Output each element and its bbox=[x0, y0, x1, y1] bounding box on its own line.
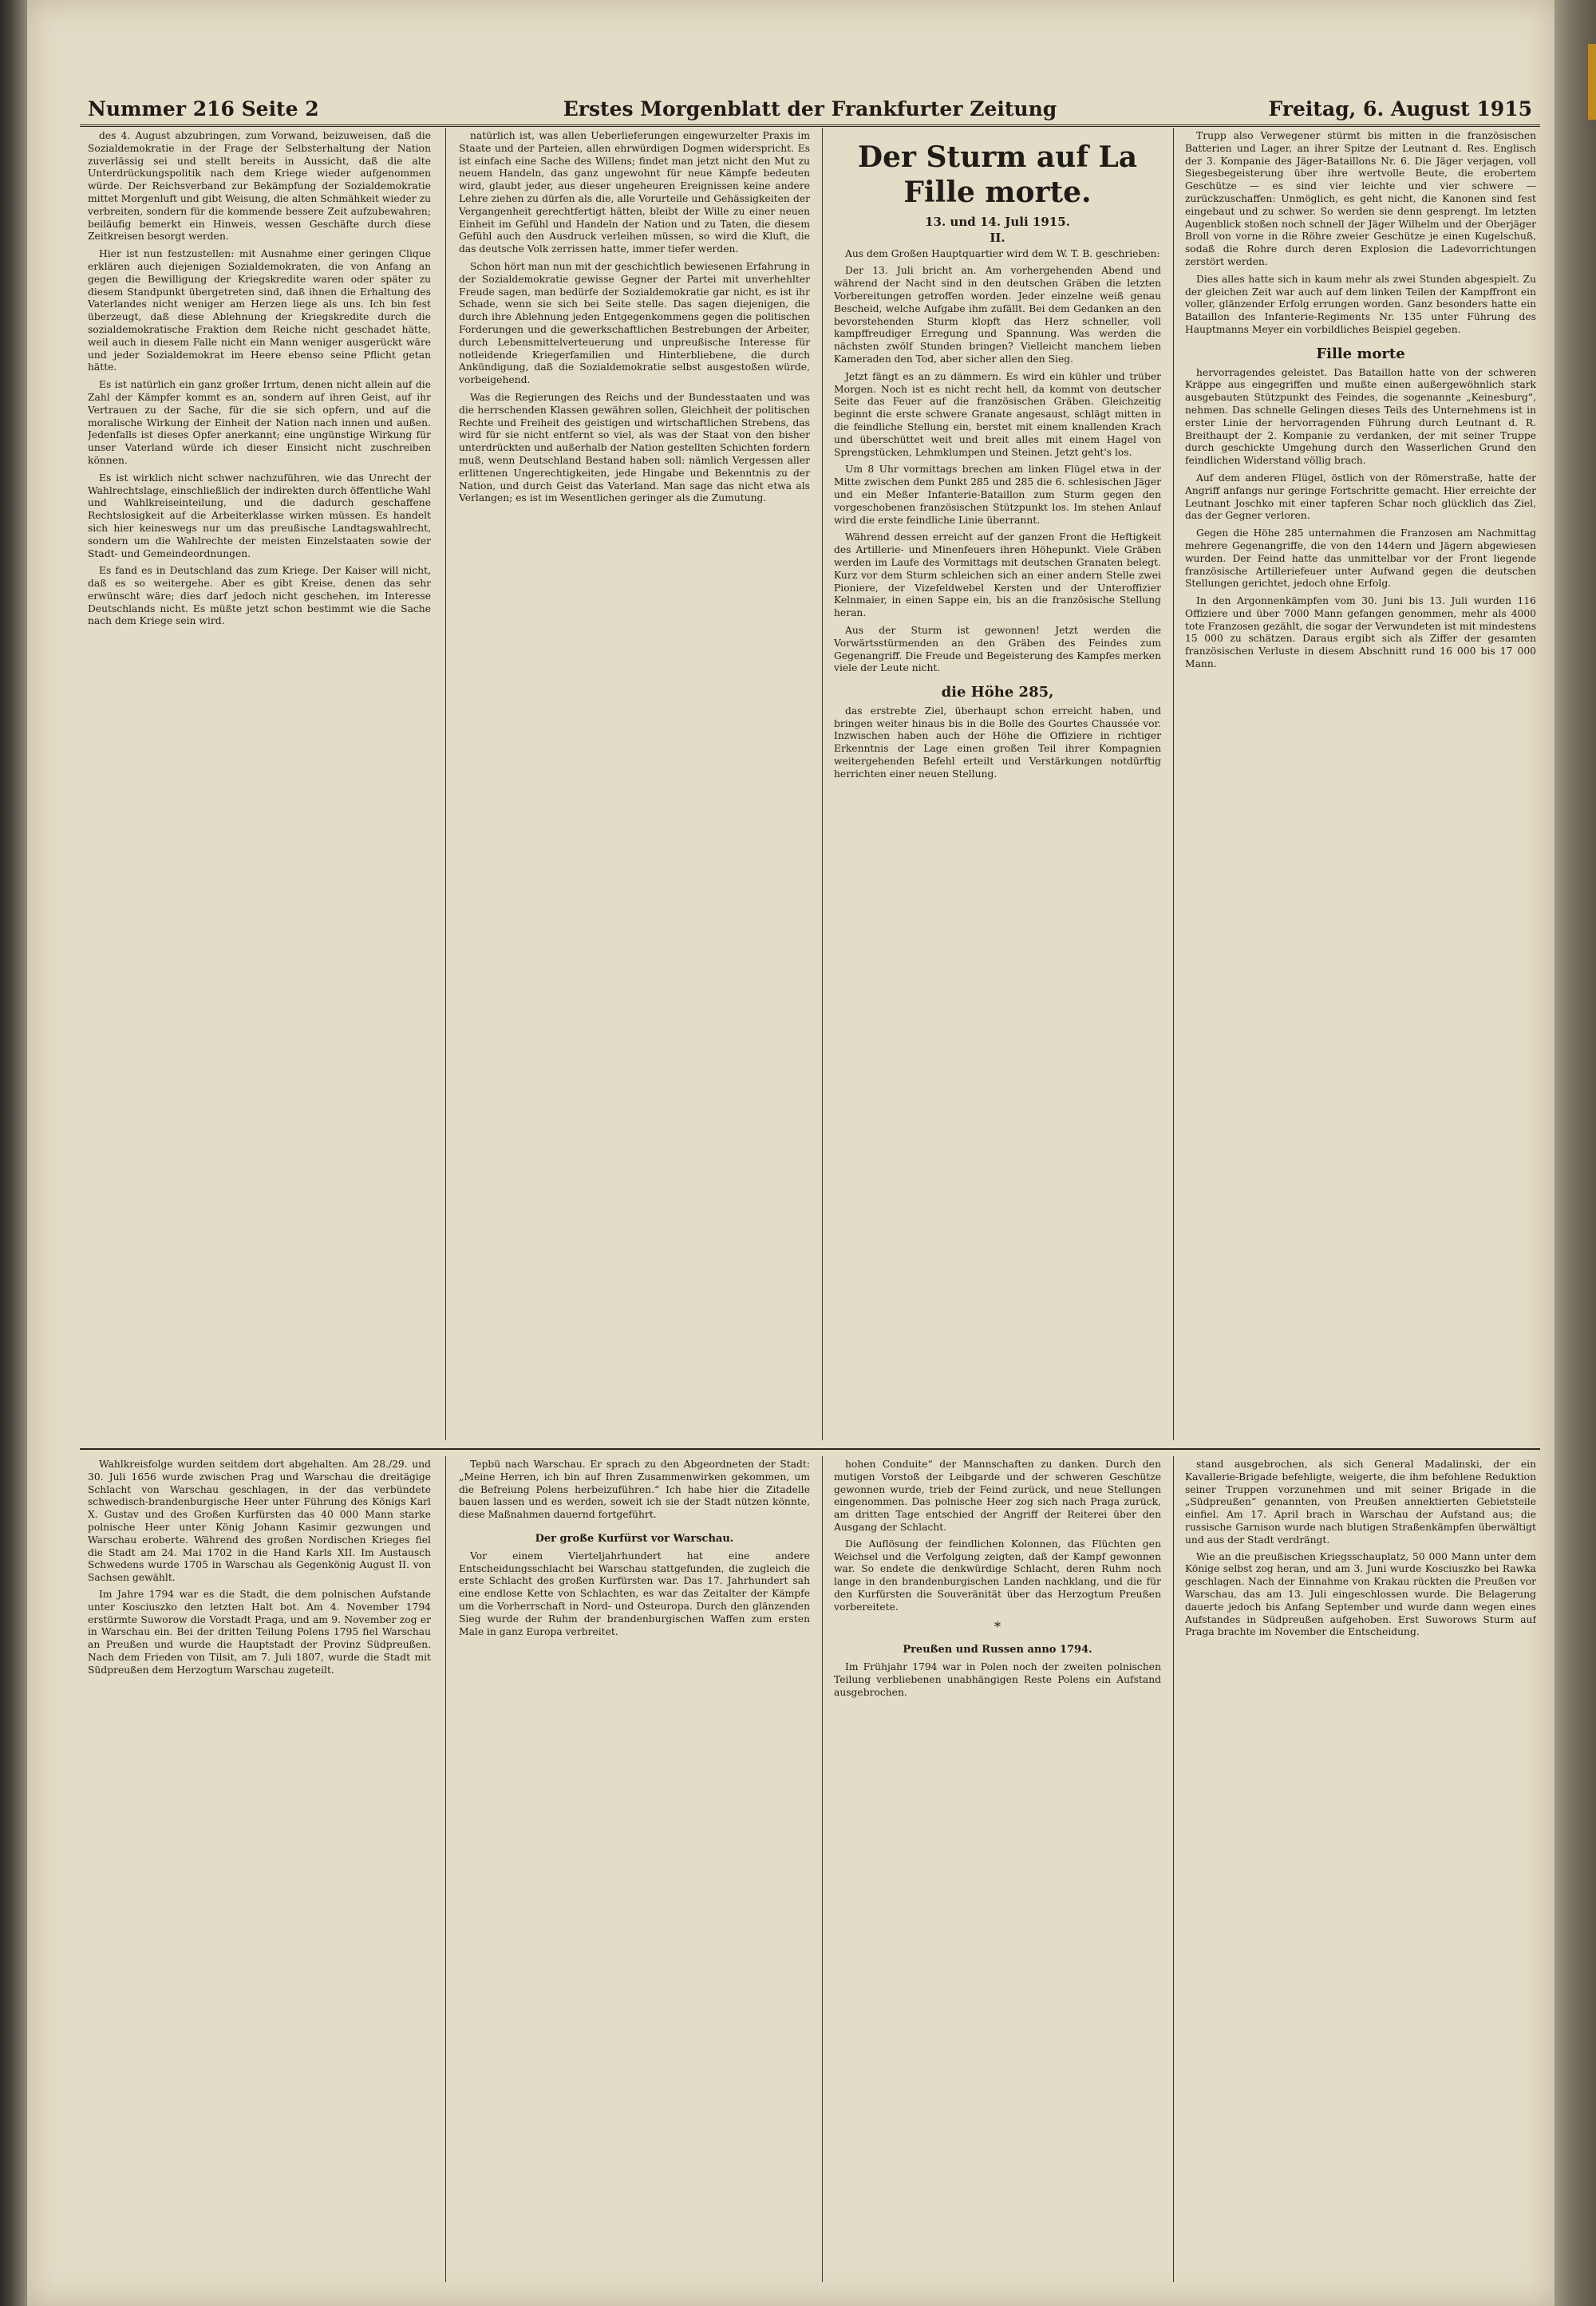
separator-star: * bbox=[994, 1618, 1001, 1634]
article-intro: Aus dem Großen Hauptquartier wird dem W. T. B. geschrieben: bbox=[845, 247, 1160, 259]
lower-column-3 bbox=[834, 1459, 1161, 2280]
paragraph: Im Jahre 1794 war es die Stadt, die dem polnischen Aufstande unter Kosciuszko den letzten Halt bot. Am 4. November 1794 erstürmte Suworow die Vorstadt Praga, und am 9. November zog er in Warschau ein. Bei der dritten Teilung Polens 1795 fiel Warschau an Preußen und wurde die Hauptstadt der Provinz Südpreußen. Nach dem Frieden von Tilsit, am 7. Juli 1807, wurde die Stadt mit Südpreußen dem Herzogtum Warschau zugeteilt. bbox=[88, 1588, 431, 1676]
paragraph: hervorragendes geleistet. Das Bataillon hatte von der schweren Kräppe aus eingegriffen und mußte einen außergewöhnlich stark ausgebauten Stützpunkt des Feindes, die sogenannte „Keinesburg“, nehmen. Das schnelle Gelingen dieses Teils des Unternehmens ist in erster Linie der hervorragenden Führung durch Leutnant d. R. Breithaupt der 2. Kompanie zu verdanken, der mit seiner Truppe durch geschickte Umgehung durch den Wasserlichen Grund den feindlichen Widerstand völlig brach. bbox=[1185, 366, 1536, 467]
article-title: Der Sturm auf La Fille morte. bbox=[857, 140, 1138, 209]
paragraph: Es ist natürlich ein ganz großer Irrtum, denen nicht allein auf die Zahl der Kämpfer kommt es an, sondern auf ihren Geist, auf ihr Vertrauen zu der Sache, für die sie sich opfern, und auf die moralische Wirkung der Einheit der Nation nach innen und außen. Jedenfalls ist dieses Opfer anerkannt; eine ungünstige Wirkung für unser Vaterland würde ich dieser Einsicht nicht zuschreiben können. bbox=[88, 379, 431, 466]
paragraph: hohen Conduite“ der Mannschaften zu danken. Durch den mutigen Vorstoß der Leibgarde und der schweren Geschütze gewonnen wurde, trieb der Feind zurück, und neue Stellungen eingenommen. Das polnische Heer zog sich nach Praga zurück, am dritten Tage entschied der Angriff der Reiterei über den Ausgang der Schlacht. bbox=[834, 1459, 1161, 1533]
paragraph: Um 8 Uhr vormittags brechen am linken Flügel etwa in der Mitte zwischen dem Punkt 285 und 285 die 6. schlesischen Jäger und ein Meßer Infanterie-Bataillon zum Sturm gegen den vorgeschobenen französischen Stützpunkt los. Im stehen Anlauf wird die erste feindliche Linie überrannt. bbox=[834, 464, 1161, 526]
lower-column-2 bbox=[459, 1459, 810, 2280]
column-rule bbox=[445, 128, 446, 1440]
section-heading: Preußen und Russen anno 1794. bbox=[903, 1644, 1092, 1656]
paragraph: Gegen die Höhe 285 unternahmen die Franzosen am Nachmittag mehrere Gegenangriffe, die von den 144ern und Jägern abgewiesen wurden. Der Feind hatte das unmittelbar vor der Front liegende französische Artilleriefeuer unter Aufwand gegen die deutschen Stellungen gerichtet, jedoch ohne Erfolg. bbox=[1185, 527, 1536, 590]
paragraph: Tepbü nach Warschau. Er sprach zu den Abgeordneten der Stadt: „Meine Herren, ich bin auf Ihren Zusammenwirken gekommen, um die Befreiung Polens herbeizuführen.“ Ich habe hier die Zitadelle bauen lassen und es werden, soweit ich sie der Stadt nützen könnte, diese Maßnahmen dauernd fortgeführt. bbox=[459, 1459, 810, 1521]
paragraph: In den Argonnenkämpfen vom 30. Juni bis 13. Juli wurden 116 Offiziere und über 7000 Mann gefangen genommen, mehr als 4000 tote Franzosen gezählt, die sogar der Verwundeten ist mit mindestens 15 000 zu schätzen. Daraus ergibt sich als Ziffer der gesamten französischen Verluste in diesem Abschnitt rund 16 000 bis 17 000 Mann. bbox=[1185, 595, 1536, 670]
paragraph: Im Frühjahr 1794 war in Polen noch der zweiten polnischen Teilung verbliebenen unabhängigen Reste Polens ein Aufstand ausgebrochen. bbox=[834, 1661, 1161, 1698]
issue-number: Nummer 216 Seite 2 bbox=[88, 97, 319, 120]
masthead bbox=[80, 89, 1540, 127]
newspaper-title: Erstes Morgenblatt der Frankfurter Zeitung bbox=[563, 97, 1057, 120]
column-rule bbox=[1173, 128, 1174, 1440]
lower-column-1 bbox=[88, 1459, 431, 2280]
paragraph: Aus der Sturm ist gewonnen! Jetzt werden die Vorwärtsstürmenden an den Gräben des Feindes zum Gegenangriff. Die Freude und Begeisterung des Kampfes merken viele der Leute nicht. bbox=[834, 624, 1161, 674]
paragraph: Dies alles hatte sich in kaum mehr als zwei Stunden abgespielt. Zu der gleichen Zeit war auch auf dem linken Teilen der Kampffront ein voller, glänzender Erfolg errungen worden. Ganz besonders hatte ein Bataillon des Infanterie-Regiments Nr. 135 unter Führung des Hauptmanns Meyer ein vorbildliches Beispiel gegeben. bbox=[1185, 273, 1536, 335]
column-rule bbox=[445, 1456, 446, 2282]
paragraph: Wahlkreisfolge wurden seitdem dort abgehalten. Am 28./29. und 30. Juli 1656 wurde zwischen Prag und Warschau die dreitägige Schlacht von Warschau geschlagen, in der das verbündete schwedisch-brandenburgische Heer unter Führung des Königs Karl X. Gustav und des Großen Kurfürsten das 40 000 Mann starke polnische Heer unter König Johann Kasimir gezwungen und Warschau eroberte. Während des großen Nordischen Krieges fiel die Stadt am 24. Mai 1702 in die Hand Karls XII. Im Austausch Schwedens wurde 1705 in Warschau als Gegenkönig August II. von Sachsen gewählt. bbox=[88, 1459, 431, 1584]
paragraph: Auf dem anderen Flügel, östlich von der Römerstraße, hatte der Angriff anfangs nur geringe Fortschritte gemacht. Hier erreichte der Leutnant Joschko mit einer tapferen Schar noch glücklich das Ziel, das der Gegner verloren. bbox=[1185, 472, 1536, 522]
paragraph: stand ausgebrochen, als sich General Madalinski, der ein Kavallerie-Brigade befehligte, weigerte, die ihm befohlene Reduktion seiner Truppen vorzunehmen und mit seiner Brigade in die „Südpreußen“ genannten, von Preußen annektierten Gebietsteile einfiel. Am 17. April brach in Warschau der Aufstand aus; die russische Garnison wurde nach blutigen Straßenkämpfen überwältigt und aus der Stadt verdrängt. bbox=[1185, 1459, 1536, 1546]
column-4 bbox=[1185, 130, 1536, 1439]
section-heading: die Höhe 285, bbox=[941, 684, 1054, 701]
paragraph: Trupp also Verwegener stürmt bis mitten in die französischen Batterien und Lager, an ihrer Spitze der Leutnant d. Res. Englisch der 3. Kompanie des Jäger-Bataillons Nr. 6. Die Jäger verjagen, voll Siegesbegeisterung über ihre wertvolle Beute, die erobertem Geschütze — es sind vier leichte und vier schwere — zurückzuschaffen: Unmöglich, es geht nicht, die Kanonen sind fest eingebaut und zu schwer. So werden sie denn gesprengt. Im letzten Augenblick stoßen noch schnell der Jäger Wilhelm und der Oberjäger Broll von vorne in die Röhre zweier Geschütze je einen Kugelschuß, sodaß die Rohre durch deren Explosion die Ladevorrichtungen zerstört werden. bbox=[1185, 130, 1536, 267]
paragraph: Wie an die preußischen Kriegsschauplatz, 50 000 Mann unter dem Könige selbst zog heran, und am 3. Juni wurde Kosciuszko bei Rawka geschlagen. Nach der Einnahme von Krakau rückten die Preußen vor Warschau, das am 13. Juli eingeschlossen wurde. Die Belagerung dauerte jedoch bis Anfang September und wurde dann wegen eines Aufstandes in Südpreußen aufgehoben. Erst Suworows Sturm auf Praga brachte im November die Entscheidung. bbox=[1185, 1550, 1536, 1638]
paragraph: Hier ist nun festzustellen: mit Ausnahme einer geringen Clique erklären auch diejenigen Sozialdemokraten, die von Anfang an gegen die Bewilligung der Kriegskredite waren oder später zu diesem Standpunkt übergetreten sind, daß ihnen die Erhaltung des Vaterlandes nicht weniger am Herzen liege als uns. Ich bin fest überzeugt, daß diese Ablehnung der Kriegskredite durch die sozialdemokratische Fraktion dem Reiche nicht geschadet hätte, weil auch in diesem Falle nicht ein Mann weniger ausgerückt wäre und jeder Sozialdemokrat im Heere ebenso seine Pflicht getan hätte. bbox=[88, 248, 431, 373]
book-binding bbox=[0, 0, 27, 2306]
paragraph: Vor einem Vierteljahrhundert hat eine andere Entscheidungsschlacht bei Warschau stattgefunden, die zugleich die erste Schlacht des großen Kurfürsten war. Das 17. Jahrhundert sah eine endlose Kette von Schlachten, es war das Zeitalter der Kämpfe um die Vorherrschaft in Nord- und Osteuropa. Durch den glänzenden Sieg wurde der Ruhm der brandenburgischen Waffen zum ersten Male in ganz Europa verbreitet. bbox=[459, 1550, 810, 1637]
paragraph: Was die Regierungen des Reichs und der Bundesstaaten und was die herrschenden Klassen gewähren sollen, Gleichheit der politischen Rechte und Freiheit des geistigen und wirtschaftlichen Strebens, das wird für sie nicht entfernt so viel, als was der Staat von den bisher unterdrückten und außerhalb der Nation gestellten Schichten fordern muß, wenn Deutschland Bestand haben soll: nämlich Vergessen aller erlittenen Ungerechtigkeiten, jede Hingabe und Bekenntnis zu der Nation, und durch Geist das Vaterland. Man sage das nicht etwa als Verlangen; es ist im Wesentlichen geringer als die Zumutung. bbox=[459, 391, 810, 504]
article-dateline: 13. und 14. Juli 1915. bbox=[925, 215, 1070, 229]
paragraph: Schon hört man nun mit der geschichtlich bewiesenen Erfahrung in der Sozialdemokratie gewisse Gegner der Partei mit unverhehlter Freude sagen, man bedürfe der Sozialdemokratie gar nicht, es ist ihr Schade, wenn sie sich bei Seite stelle. Das sagen diejenigen, die durch ihre Ablehnung jeden Entgegenkommens gegen die politischen Forderungen und die gewerkschaftlichen Bestrebungen der Arbeiter, durch Lebensmittelverteuerung und unpreußische Interesse für notleidende Kriegerfamilien und Hinterbliebene, die durch Ankündigung, daß die Sozialdemokratie selbst ausgestoßen würde, vorbeigehend. bbox=[459, 260, 810, 386]
article-part: II. bbox=[990, 230, 1005, 245]
paragraph: Es ist wirklich nicht schwer nachzuführen, wie das Unrecht der Wahlrechtslage, einschließlich der indirekten durch öffentliche Wahl und Wahlkreiseinteilung, und die dadurch geschaffene Rechtslosigkeit auf die Arbeiterklasse wirken müssen. Es handelt sich hier keineswegs nur um das preußische Landtagswahlrecht, sondern um die Wahlrechte der meisten Einzelstaaten sowie der Stadt- und Gemeindeordnungen. bbox=[88, 472, 431, 559]
paragraph: Jetzt fängt es an zu dämmern. Es wird ein kühler und trüber Morgen. Noch ist es nicht recht hell, da kommt von deutscher Seite das Feuer auf die französischen Gräben. Gleichzeitig beginnt die erste schwere Granate angesaust, schlägt mitten in die feindliche Stellung ein, berstet mit einem knallenden Krach und überschüttet weit und breit alles mit einem Hagel von Sprengstücken, Lehmklumpen und Steinen. Jetzt geht's los. bbox=[834, 370, 1161, 458]
column-2 bbox=[459, 130, 810, 1439]
paragraph: des 4. August abzubringen, zum Vorwand, beizuweisen, daß die Sozialdemokratie in der Frage der Selbsterhaltung der Nation zuverlässig sei und stellt bereits in Aussicht, daß die alte Unterdrückungspolitik nach dem Kriege wieder aufgenommen würde. Der Reichsverband zur Bekämpfung der Sozialdemokratie mittet Morgenluft und gibt Weisung, die alten Schmähkeit wieder zu verbreiten, sondern für die kommende bessere Zeit aufzubewahren; beiläufig bemerkt ein Hinweis, wessen Geschäfte durch diese Zeitkreisen besorgt werden. bbox=[88, 130, 431, 243]
paragraph: Während dessen erreicht auf der ganzen Front die Heftigkeit des Artillerie- und Minenfeuers ihren Höhepunkt. Viele Gräben werden im Laufe des Vormittags mit deutschen Granaten belegt. Kurz vor dem Sturm schleichen sich an einer andern Stelle zwei Pioniere, der Vizefeldwebel Kersten und der Unteroffizier Kelnmaier, in einen Sappe ein, bis an die französische Stellung heran. bbox=[834, 531, 1161, 619]
page-edge bbox=[1555, 0, 1596, 2306]
section-divider bbox=[80, 1448, 1540, 1450]
column-rule bbox=[822, 128, 823, 1440]
paragraph: Der 13. Juli bricht an. Am vorhergehenden Abend und während der Nacht sind in den deutschen Gräben die letzten Vorbereitungen getroffen worden. Jeder einzelne weiß genau Bescheid, welche Aufgabe ihm zufällt. Bei dem Gedanken an den bevorstehenden Sturm klopft das Herz schneller, voll kampffreudiger Erregung und Spannung. Was werden die nächsten zwölf Stunden bringen? Vielleicht manchem lieben Kameraden den Tod, aber sicher allen den Sieg. bbox=[834, 265, 1161, 365]
paragraph: natürlich ist, was allen Ueberlieferungen eingewurzelter Praxis im Staate und der Parteien, allen ehrwürdigen Dogmen widerspricht. Es ist einfach eine Sache des Willens; findet man jetzt nicht den Mut zu neuem Handeln, das ganz ungewohnt für neue Kämpfe bedeuten wird, glaubt jeder, aus dieser ungeheuren Ereignissen keine andere Lehre ziehen zu dürfen als die, alle Vorurteile und Gehässigkeiten der Vergangenheit gerechtfertigt hätten, bleibt der Wille zu einer neuen Einheit im Gefühl und Handeln der Nation und zu Taten, die diesem Gefühl auch den Ausdruck verleihen müssen, so wird die Kluft, die das deutsche Volk zerrissen hatte, immer tiefer werden. bbox=[459, 130, 810, 255]
paragraph: Die Auflösung der feindlichen Kolonnen, das Flüchten gen Weichsel und die Verfolgung zeigten, daß der Kampf gewonnen war. So endete die denkwürdige Schlacht, deren Ruhm noch lange in den brandenburgischen Landen nachklang, und die für den Kurfürsten die Souveränität über das Herzogtum Preußen vorbereitete. bbox=[834, 1538, 1161, 1613]
paragraph: das erstrebte Ziel, überhaupt schon erreicht haben, und bringen weiter hinaus bis in die Bolle des Gourtes Chaussée vor. Inzwischen haben auch der Höhe die Offiziere in richtiger Erkenntnis der Lage einen großen Teil ihrer Kompagnien weitergehenden Befehl erteilt und Verstärkungen notdürftig herrichten einer neuen Stellung. bbox=[834, 705, 1161, 780]
column-3 bbox=[834, 130, 1161, 1439]
section-heading: Der große Kurfürst vor Warschau. bbox=[535, 1532, 734, 1545]
column-rule bbox=[1173, 1456, 1174, 2282]
section-heading: Fille morte bbox=[1316, 345, 1405, 362]
bookmark-tab bbox=[1588, 44, 1596, 120]
lower-column-4 bbox=[1185, 1459, 1536, 2280]
paragraph: Es fand es in Deutschland das zum Kriege. Der Kaiser will nicht, daß es so weitergehe. Aber es gibt Kreise, denen das sehr erwünscht wäre; dies darf jedoch nicht geschehen, im Interesse Deutschlands nicht. Es müßte jetzt schon bestimmt wie die Sache nach dem Kriege sein wird. bbox=[88, 565, 431, 627]
column-rule bbox=[822, 1456, 823, 2282]
issue-date: Freitag, 6. August 1915 bbox=[1268, 97, 1532, 120]
column-1 bbox=[88, 130, 431, 1439]
